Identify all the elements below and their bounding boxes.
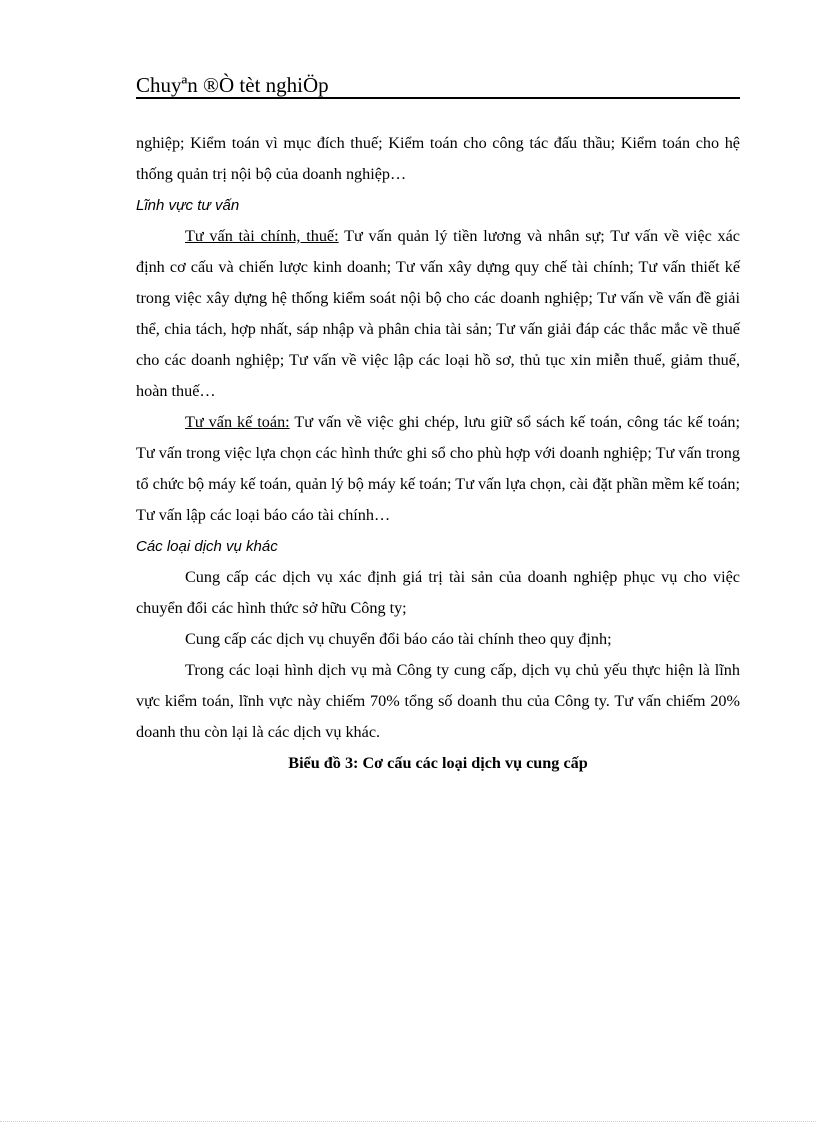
- page-header-title: Chuyªn ®Ò tèt nghiÖp: [136, 73, 329, 97]
- document-body: [136, 128, 740, 779]
- finance-tax-label: Tư vấn tài chính, thuế:: [185, 227, 339, 245]
- section-heading-other-services: Các loại dịch vụ khác: [136, 538, 278, 555]
- accounting-label: Tư vấn kế toán:: [185, 413, 290, 431]
- paragraph-audit-continued: nghiệp; Kiểm toán vì mục đích thuế; Kiểm toán cho công tác đấu thầu; Kiểm toán cho hệ thống quản trị nội bộ của doanh nghiệp…: [136, 134, 740, 183]
- header-divider: [136, 97, 740, 99]
- chart-caption: Biểu đồ 3: Cơ cấu các loại dịch vụ cung cấp: [288, 754, 588, 772]
- finance-tax-text: Tư vấn quản lý tiền lương và nhân sự; Tư vấn về việc xác định cơ cấu và chiến lược kinh doanh; Tư vấn xây dựng quy chế tài chính; Tư vấn thiết kế trong việc xây dựng hệ thống kiểm soát nội bộ cho các doanh nghiệp; Tư vấn về vấn đề giải thể, chia tách, hợp nhất, sáp nhập và phân chia tài sản; Tư vấn giải đáp các thắc mắc về thuế cho các doanh nghiệp; Tư vấn về việc lập các loại hồ sơ, thủ tục xin miễn thuế, giảm thuế, hoàn thuế…: [136, 227, 740, 400]
- paragraph-other-valuation: Cung cấp các dịch vụ xác định giá trị tài sản của doanh nghiệp phục vụ cho việc chuyển đổi các hình thức sở hữu Công ty;: [136, 568, 740, 617]
- paragraph-other-conversion: Cung cấp các dịch vụ chuyển đổi báo cáo tài chính theo quy định;: [185, 630, 612, 648]
- page-bottom-edge: [0, 1121, 816, 1122]
- paragraph-accounting: [136, 407, 740, 531]
- accounting-text: Tư vấn về việc ghi chép, lưu giữ sổ sách kế toán, công tác kế toán; Tư vấn trong việc lựa chọn các hình thức ghi sổ cho phù hợp với doanh nghiệp; Tư vấn trong tổ chức bộ máy kế toán, quản lý bộ máy kế toán; Tư vấn lựa chọn, cài đặt phần mềm kế toán; Tư vấn lập các loại báo cáo tài chính…: [136, 413, 740, 524]
- paragraph-finance-tax: [136, 221, 740, 407]
- paragraph-revenue-structure: Trong các loại hình dịch vụ mà Công ty cung cấp, dịch vụ chủ yếu thực hiện là lĩnh vực kiểm toán, lĩnh vực này chiếm 70% tổng số doanh thu của Công ty. Tư vấn chiếm 20% doanh thu còn lại là các dịch vụ khác.: [136, 661, 740, 741]
- section-heading-advisory: Lĩnh vực tư vấn: [136, 197, 240, 214]
